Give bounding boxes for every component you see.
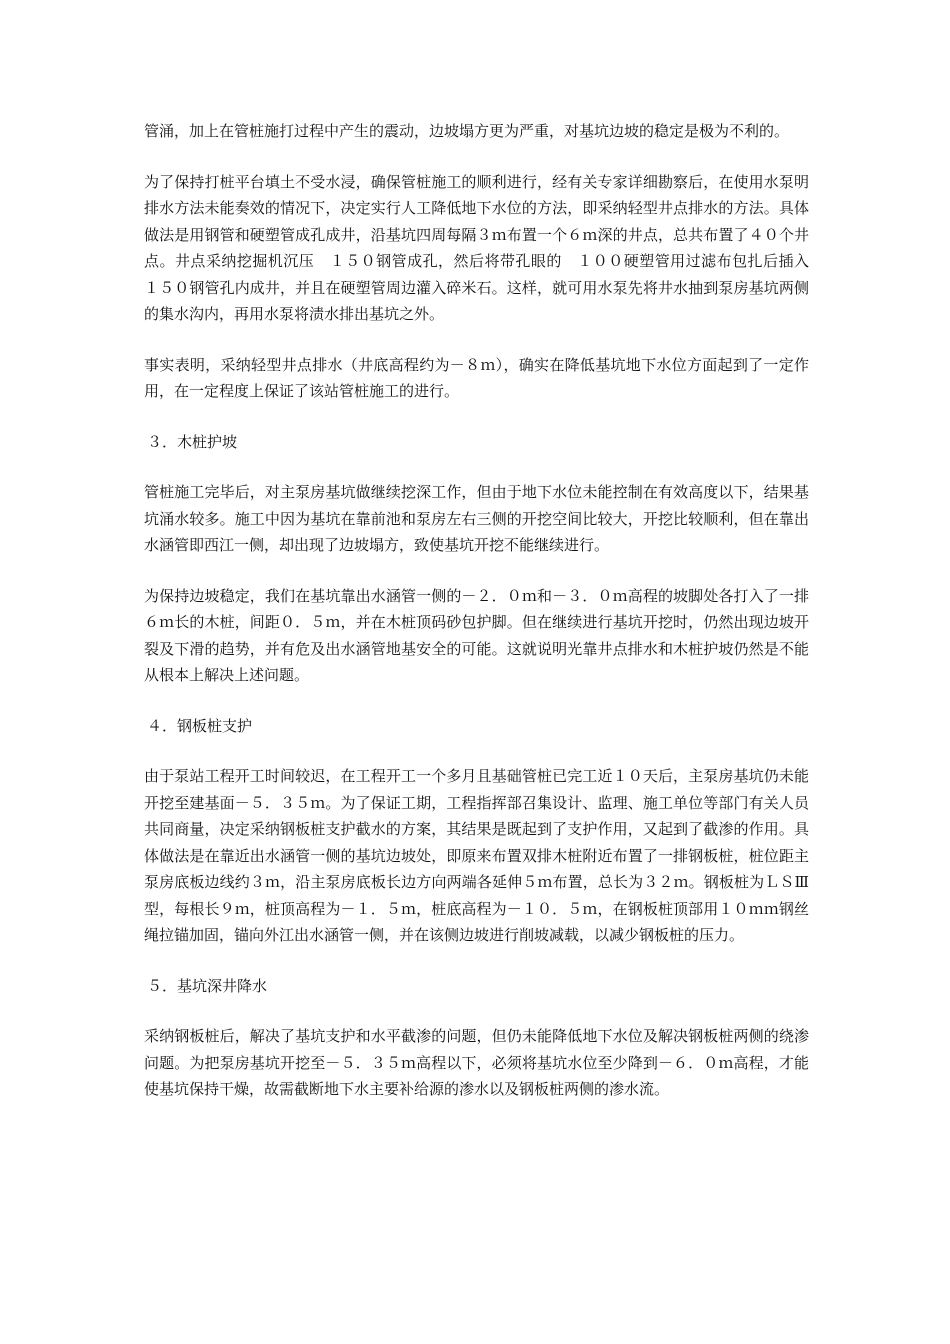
- document-body: [144, 118, 825, 1103]
- paragraph: 事实表明，采纳轻型井点排水（井底高程约为－８ｍ），确实在降低基坑地下水位方面起到了一定作用，在一定程度上保证了该站管桩施工的进行。: [144, 355, 809, 400]
- paragraph-gap: [144, 559, 809, 583]
- section-heading: ４．钢板桩支护: [147, 716, 253, 735]
- section-heading: ３．木桩护坡: [147, 432, 238, 451]
- paragraph: 管桩施工完毕后，对主泵房基坑做继续挖深工作，但由于地下水位未能控制在有效高度以下，结果基坑涌水较多。施工中因为基坑在靠前池和泵房左右三侧的开挖空间比较大，开挖比较顺利，但在靠出水涵管即西江一侧，却出现了边坡塌方，致使基坑开挖不能继续进行。: [144, 483, 809, 554]
- paragraph: 为保持边坡稳定，我们在基坑靠出水涵管一侧的－２．０ｍ和－３．０ｍ高程的坡脚处各打入了一排６ｍ长的木桩，间距０．５ｍ，并在木桩顶码砂包护脚。但在继续进行基坑开挖时，仍然出现边坡开裂及下滑的趋势，并有危及出水涵管地基安全的可能。这就说明光靠井点排水和木桩护坡仍然是不能从根本上解决上述问题。: [144, 586, 809, 684]
- paragraph-gap: [144, 999, 809, 1023]
- paragraph: 管涌，加上在管桩施打过程中产生的震动，边坡塌方更为严重，对基坑边坡的稳定是极为不利的。: [144, 122, 790, 140]
- paragraph-gap: [144, 145, 809, 169]
- paragraph: 由于泵站工程开工时间较迟，在工程开工一个多月且基础管桩已完工近１０天后，主泵房基坑仍未能开挖至建基面－５．３５ｍ。为了保证工期，工程指挥部召集设计、监理、施工单位等部门有关人员共同商量，决定采纳钢板桩支护截水的方案，其结果是既起到了支护作用，又起到了截渗的作用。具体做法是在靠近出水涵管一侧的基坑边坡处，即原来布置双排木桩附近布置了一排钢板桩，桩位距主泵房底板边线约３ｍ，沿主泵房底板长边方向两端各延伸５ｍ布置，总长为３２ｍ。钢板桩为ＬＳⅢ型，每根长９ｍ，桩顶高程为－１．５ｍ，桩底高程为－１０．５ｍ，在钢板桩顶部用１０ｍｍ钢丝绳拉锚加固，锚向外江出水涵管一侧，并在该侧边坡进行削坡减载，以减少钢板桩的压力。: [144, 767, 809, 944]
- paragraph-gap: [144, 739, 809, 763]
- paragraph-gap: [144, 405, 809, 429]
- paragraph: 采纳钢板桩后，解决了基坑支护和水平截渗的问题，但仍未能降低地下水位及解决钢板桩两侧的绕渗问题。为把泵房基坑开挖至－５．３５ｍ高程以下，必须将基坑水位至少降到－６．０ｍ高程，才能使基坑保持干燥，故需截断地下水主要补给源的渗水以及钢板桩两侧的渗水流。: [144, 1027, 809, 1098]
- paragraph: 为了保持打桩平台填土不受水浸，确保管桩施工的顺利进行，经有关专家详细勘察后，在使用水泵明排水方法未能奏效的情况下，决定实行人工降低地下水位的方法，即采纳轻型井点排水的方法。具体做法是用钢管和硬塑管成孔成井，沿基坑四周每隔３ｍ布置一个６ｍ深的井点，总共布置了４０个井点。井点采纳挖掘机沉压 １５０钢管成孔，然后将带孔眼的 １００硬塑管用过滤布包扎后插入 １５０钢管孔内成井，并且在硬塑管周边灌入碎米石。这样，就可用水泵先将井水抽到泵房基坑两侧的集水沟内，再用水泵将渍水排出基坑之外。: [144, 172, 825, 323]
- section-heading: ５．基坑深井降水: [147, 976, 268, 995]
- paragraph-gap: [144, 689, 809, 713]
- paragraph-gap: [144, 328, 809, 352]
- paragraph-gap: [144, 455, 809, 479]
- paragraph-gap: [144, 949, 809, 973]
